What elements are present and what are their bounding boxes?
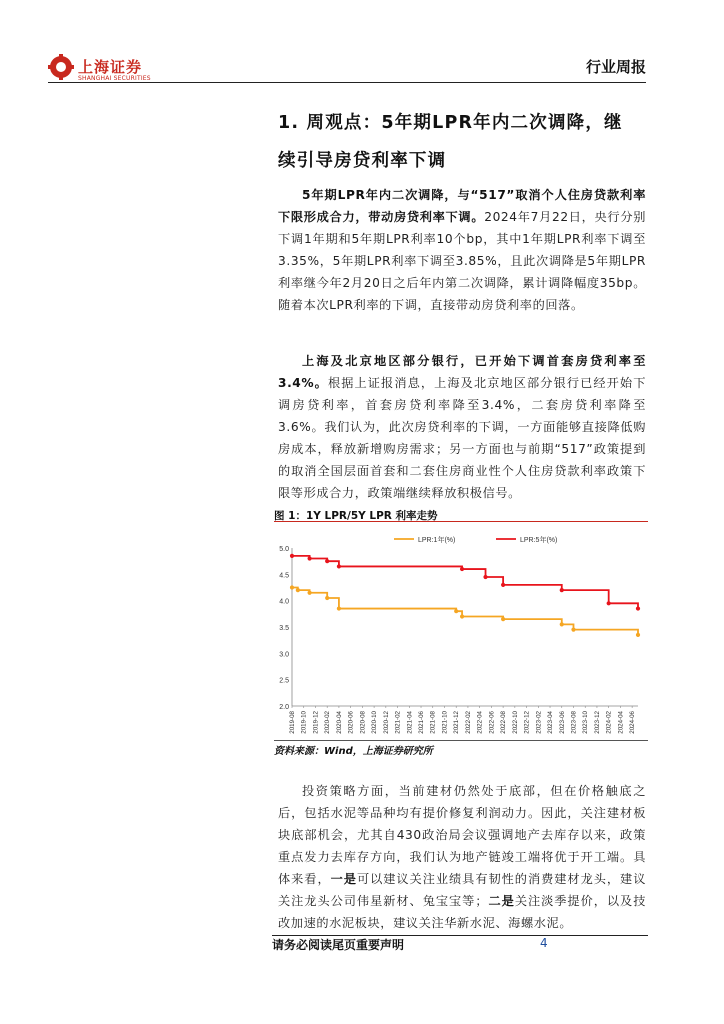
data-point — [560, 588, 564, 592]
x-tick-label: 2023-04 — [547, 711, 555, 734]
x-tick-label: 2022-02 — [464, 711, 472, 734]
x-tick-label: 2023-06 — [558, 711, 566, 734]
y-tick-label: 2.0 — [279, 704, 289, 711]
x-tick-label: 2024-02 — [605, 711, 613, 734]
x-tick-label: 2022-08 — [500, 711, 508, 734]
paragraph-strategy-intro: 投资策略方面，当前建材仍然处于底部，但在价格触底之后，包括水泥等品种均有提价修复利润动力。因此，关注建材板块底部机会，尤其自430政治局会议强调地产去库存以来，政策重点发力去库存方向，我们认为地产链竣工端将优于开工端。具体来看， — [278, 784, 646, 886]
data-point — [501, 583, 505, 587]
x-tick-label: 2021-12 — [453, 711, 461, 734]
legend-label: LPR:5年(%) — [520, 537, 558, 544]
data-point — [636, 606, 640, 610]
legend-label: LPR:1年(%) — [418, 537, 456, 544]
lpr-line-chart — [274, 526, 648, 740]
x-tick-label: 2020-12 — [382, 711, 390, 734]
paragraph-lpr-cut-lead: 5年期LPR年内二次调降，与“517”取消个人住房贷款利率下限形成合力，带动房贷利率下调。 — [278, 188, 646, 224]
data-point — [325, 559, 329, 563]
data-point — [571, 628, 575, 632]
x-tick-label: 2021-08 — [429, 711, 437, 734]
x-tick-label: 2020-04 — [335, 711, 343, 734]
x-tick-label: 2022-12 — [523, 711, 531, 734]
paragraph-mortgage-rate — [278, 350, 646, 504]
strategy-point-two-label: 二是 — [488, 894, 515, 908]
data-point — [290, 554, 294, 558]
company-logo — [48, 52, 158, 86]
x-tick-label: 2024-06 — [629, 711, 637, 734]
data-point — [607, 601, 611, 605]
x-tick-label: 2023-02 — [535, 711, 543, 734]
x-tick-label: 2020-06 — [347, 711, 355, 734]
strategy-point-two-text: 关注淡季提价，以及技改加速的水泥板块，建议关注华新水泥、海螺水泥。 — [278, 894, 646, 930]
data-point — [307, 591, 311, 595]
x-tick-label: 2023-10 — [582, 711, 590, 734]
y-tick-label: 2.5 — [279, 677, 289, 685]
x-tick-label: 2019-12 — [312, 711, 320, 734]
footer-disclaimer: 请务必阅读尾页重要声明 — [272, 938, 405, 952]
x-tick-label: 2021-02 — [394, 711, 402, 734]
figure-source: 资料来源：Wind，上海证券研究所 — [274, 746, 433, 757]
data-point — [483, 575, 487, 579]
logo-chinese-name: 上海证券 — [78, 58, 143, 76]
data-point — [337, 564, 341, 568]
y-tick-label: 3.0 — [279, 651, 289, 659]
x-tick-label: 2021-04 — [406, 711, 414, 734]
figure-title: 图 1：1Y LPR/5Y LPR 利率走势 — [274, 510, 438, 522]
figure-bottom-rule — [274, 740, 648, 741]
x-tick-label: 2020-08 — [359, 711, 367, 734]
logo-emblem-icon — [48, 54, 74, 80]
data-point — [560, 622, 564, 626]
data-point — [636, 633, 640, 637]
x-tick-label: 2024-04 — [617, 711, 625, 734]
report-type-label: 行业周报 — [585, 58, 646, 76]
series-line — [292, 588, 638, 635]
data-point — [501, 617, 505, 621]
logo-english-name: SHANGHAI SECURITIES — [78, 75, 151, 82]
data-point — [454, 609, 458, 613]
x-tick-label: 2019-10 — [300, 711, 308, 734]
y-tick-label: 3.5 — [279, 625, 289, 632]
x-tick-label: 2022-04 — [476, 711, 484, 734]
paragraph-mortgage-rate-lead: 上海及北京地区部分银行，已开始下调首套房贷利率至3.4%。 — [278, 354, 646, 390]
x-tick-label: 2020-02 — [324, 711, 332, 734]
data-point — [290, 585, 294, 589]
header-divider — [48, 82, 646, 83]
x-tick-label: 2023-08 — [570, 711, 578, 734]
section-title: 1. 周观点：5年期LPR年内二次调降，继续引导房贷利率下调 — [278, 113, 623, 171]
data-point — [460, 567, 464, 571]
strategy-point-one-text: 可以建议关注业绩具有韧性的消费建材龙头，建议关注龙头公司伟星新材、兔宝宝等； — [278, 872, 646, 908]
paragraph-lpr-cut-body: 2024年7月22日，央行分别下调1年期和5年期LPR利率10个bp，其中1年期LPR利率下调至3.35%，5年期LPR利率下调至3.85%，且此次调降是5年期LPR利率继今年2月20日之后年内第二次调降，累计调降幅度35bp。随着本次LPR利率的下调，直接带动房贷利率的回落。 — [278, 210, 647, 312]
y-tick-label: 4.5 — [279, 572, 289, 580]
strategy-point-one-label: 一是 — [330, 872, 357, 886]
data-point — [325, 596, 329, 600]
data-point — [296, 588, 300, 592]
page-number: 4 — [540, 936, 548, 950]
x-tick-label: 2021-10 — [441, 711, 449, 734]
x-tick-label: 2022-10 — [511, 711, 519, 734]
series-line — [292, 556, 638, 609]
data-point — [307, 556, 311, 560]
data-point — [337, 606, 341, 610]
figure-top-rule — [274, 521, 648, 522]
x-tick-label: 2023-12 — [593, 711, 601, 734]
x-tick-label: 2019-08 — [289, 711, 296, 734]
paragraph-strategy — [278, 780, 646, 934]
paragraph-mortgage-rate-body: 根据上证报消息，上海及北京地区部分银行已经开始下调房贷利率，首套房贷利率降至3.4%，二套房贷利率降至3.6%。我们认为，此次房贷利率的下调，一方面能够直接降低购房成本，释放新增购房需求；另一方面也与前期“517”政策提到的取消全国层面首套和二套住房商业性个人住房贷款利率政策下限等形成合力，政策端继续释放积极信号。 — [278, 376, 646, 500]
x-tick-label: 2021-06 — [418, 711, 426, 734]
data-point — [460, 614, 464, 618]
y-tick-label: 4.0 — [279, 598, 289, 606]
x-tick-label: 2020-10 — [371, 711, 379, 734]
x-tick-label: 2022-06 — [488, 711, 496, 734]
paragraph-lpr-cut — [278, 184, 646, 316]
y-tick-label: 5.0 — [279, 546, 289, 553]
